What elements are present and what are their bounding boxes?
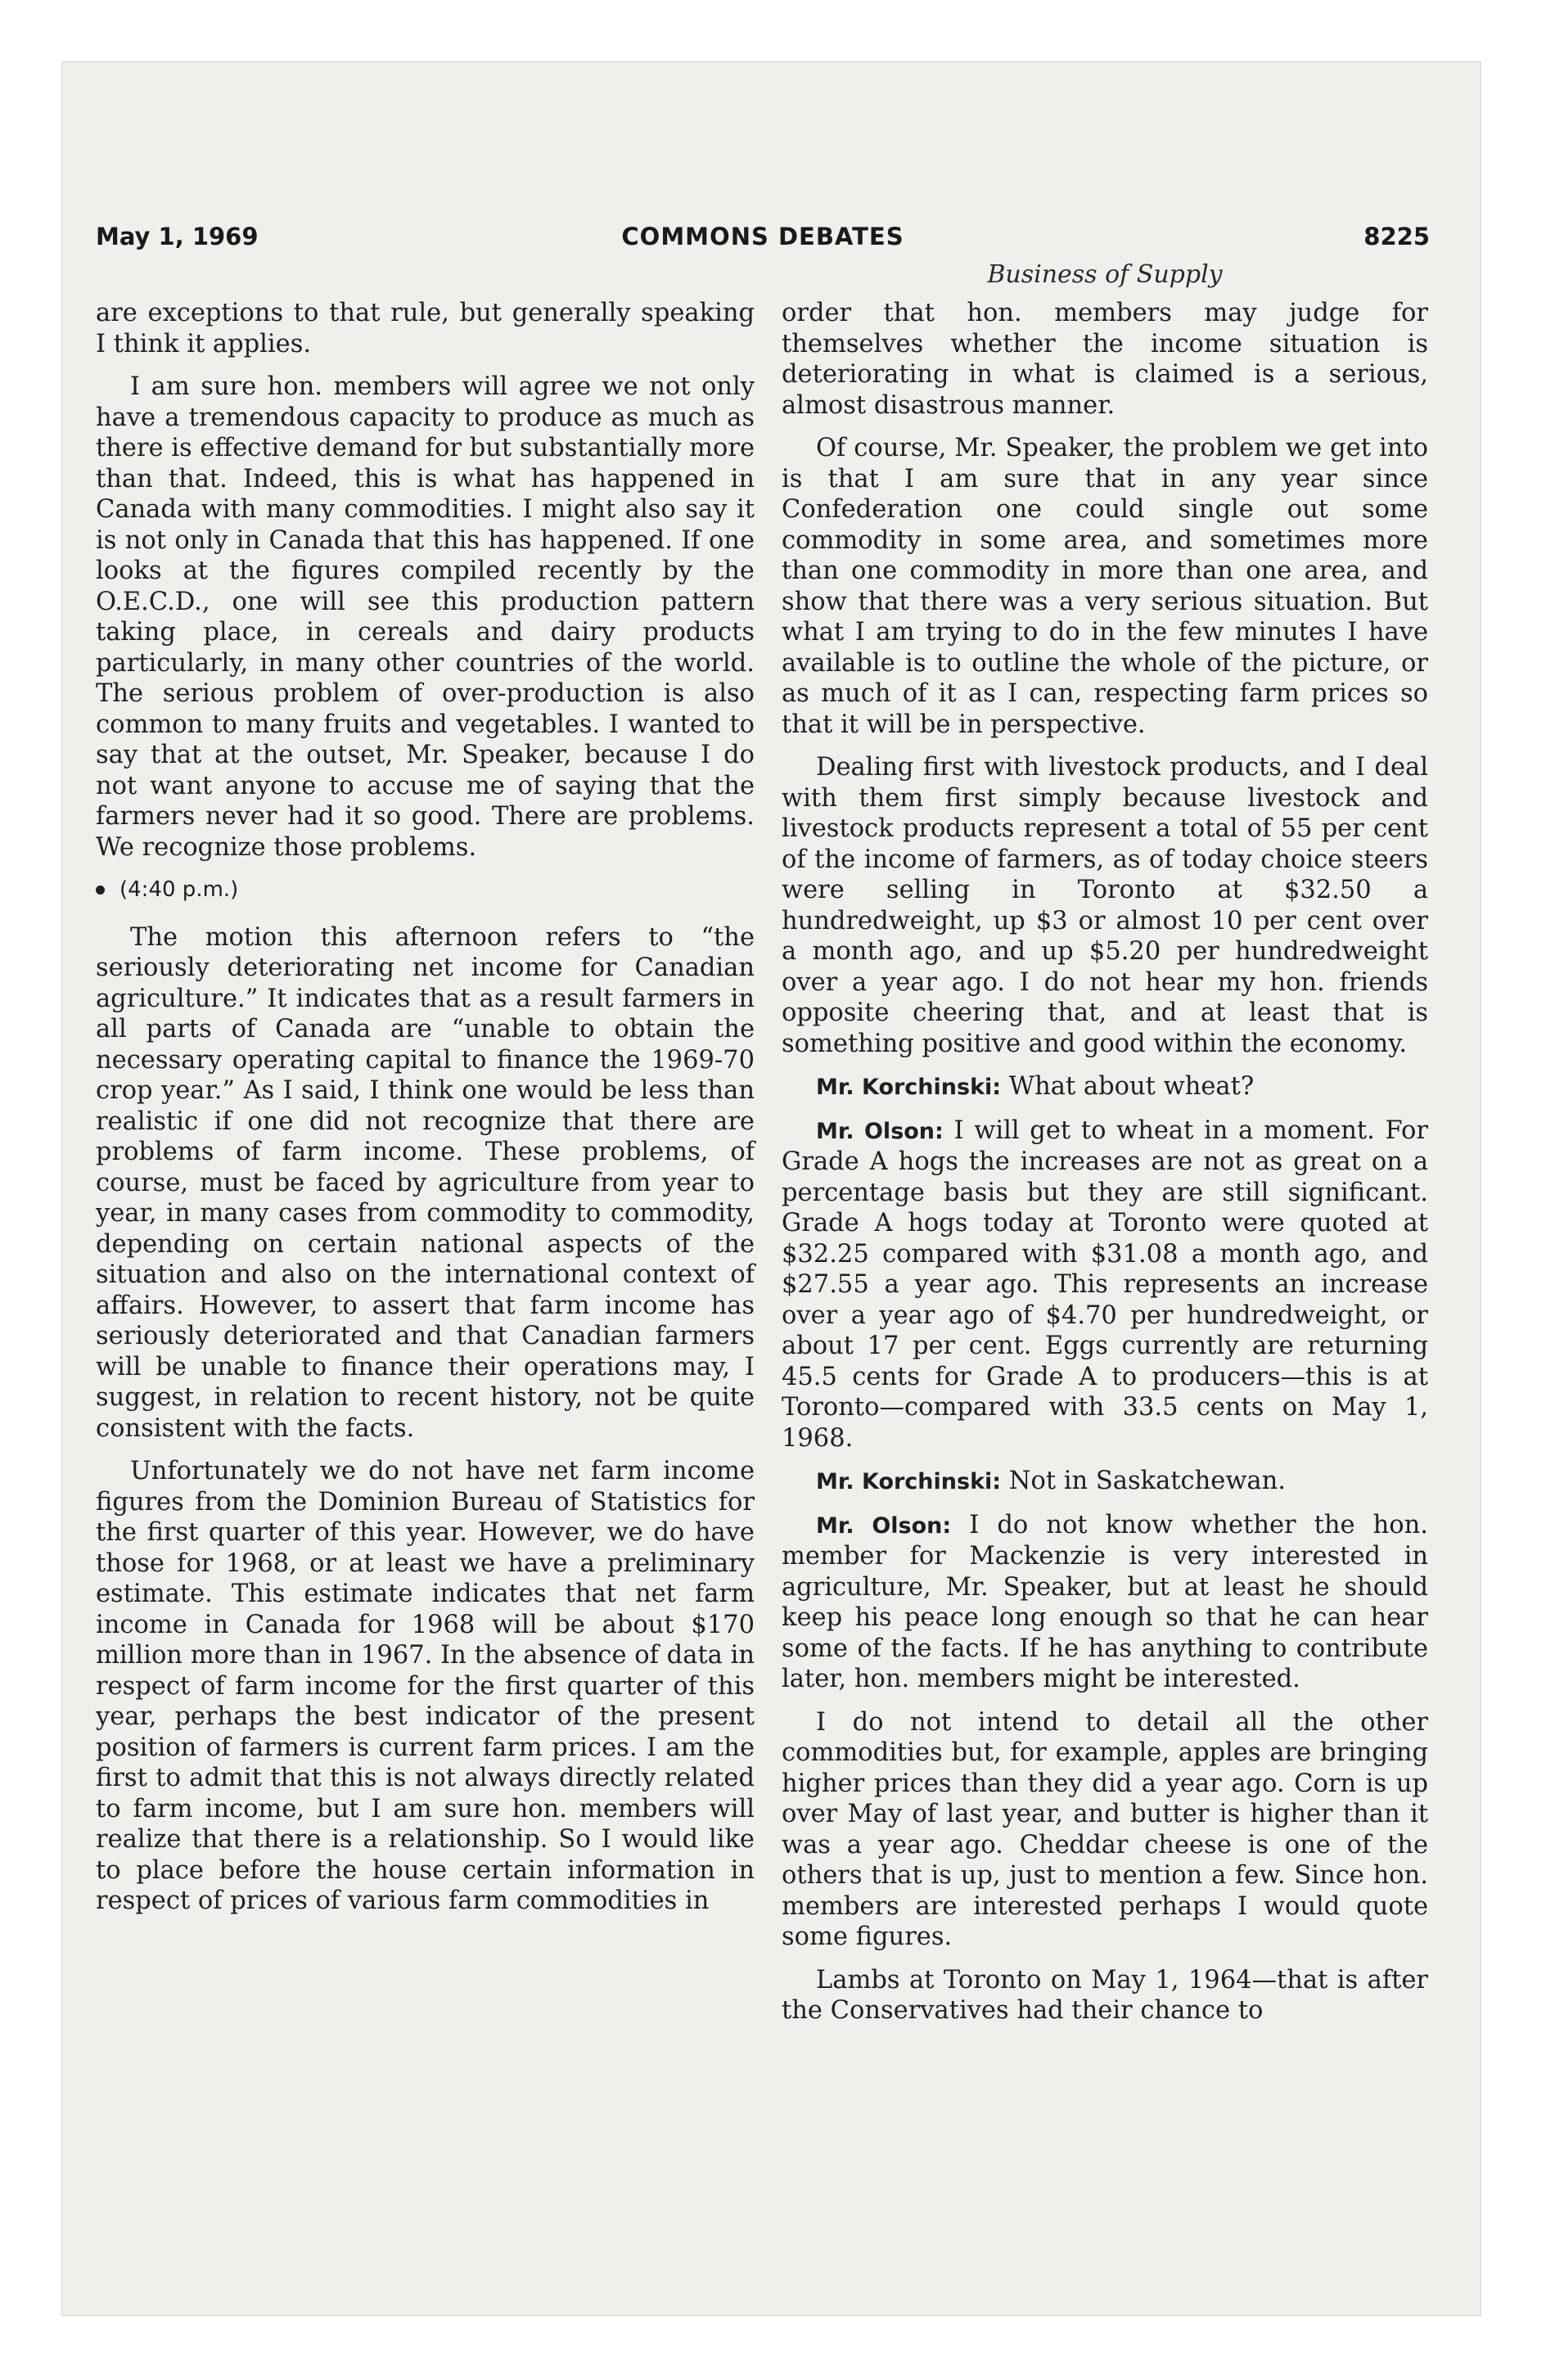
speech-text: I do not know whether the hon. member for Mackenzie is very interested in agriculture, Mr. Speaker, but at least he should keep his peace long enough so that he can hear some of the facts. If he has anything to contribute later, hon. members might be interested. (782, 1510, 1428, 1693)
left-paragraph-2: I am sure hon. members will agree we not only have a tremendous capacity to produce as much as there is effective demand for but substantially more than that. Indeed, this is what has happened in Canada with many commodities. I might also say it is not only in Canada that this has happened. If one looks at the figures compiled recently by the O.E.C.D., one will see this production pattern taking place, in cereals and dairy products particularly, in many other countries of the world. The serious problem of over-production is also common to many fruits and vegetables. I wanted to say that at the outset, Mr. Speaker, because I do not want anyone to accuse me of saying that the farmers never had it so good. There are problems. We recognize those problems. (96, 372, 755, 862)
speech-korchinski-2 (782, 1466, 1428, 1498)
speaker-name: Mr. Korchinski: (816, 1469, 1002, 1494)
time-marker-text: (4:40 p.m.) (119, 877, 239, 902)
speech-text: I will get to wheat in a moment. For Grade A hogs the increases are not as great on a percentage basis but they are still significant. Grade A hogs today at Toronto were quoted at $32.25 compared with $31.08 a month ago, and $27.55 a year ago. This represents an increase over a year ago of $4.70 per hundredweight, or about 17 per cent. Eggs currently are returning 45.5 cents for Grade A to producers—this is at Toronto—compared with 33.5 cents on May 1, 1968. (782, 1116, 1428, 1453)
header-page-number: 8225 (1363, 223, 1430, 250)
right-column (782, 298, 1428, 2039)
header-journal-title: COMMONS DEBATES (621, 223, 904, 250)
left-paragraph-3: The motion this afternoon refers to “the seriously deteriorating net income for Canadian agriculture.” It indicates that as a result farmers in all parts of Canada are “unable to obtain the necessary operating capital to finance the 1969-70 crop year.” As I said, I think one would be less than realistic if one did not recognize that there are problems of farm income. These problems, of course, must be faced by agriculture from year to year, in many cases from commodity to commodity, depending on certain national aspects of the situation and also on the international context of affairs. However, to assert that farm income has seriously deteriorated and that Canadian farmers will be unable to finance their operations may, I suggest, in relation to recent history, not be quite consistent with the facts. (96, 922, 755, 1443)
header-date: May 1, 1969 (96, 223, 259, 250)
right-paragraph-1: order that hon. members may judge for themselves whether the income situation is deteriorating in what is claimed is a serious, almost disastrous manner. (782, 299, 1428, 420)
speaker-name: Mr. Korchinski: (816, 1075, 1002, 1100)
speech-olson-1 (782, 1116, 1428, 1454)
bullet-icon (96, 886, 105, 895)
left-paragraph-4: Unfortunately we do not have net farm income figures from the Dominion Bureau of Statistics for the first quarter of this year. However, we do have those for 1968, or at least we have a preliminary estimate. This estimate indicates that net farm income in Canada for 1968 will be about $170 million more than in 1967. In the absence of data in respect of farm income for the first quarter of this year, perhaps the best indicator of the present position of farmers is current farm prices. I am the first to admit that this is not always directly related to farm income, but I am sure hon. members will realize that there is a relationship. So I would like to place before the house certain information in respect of prices of various farm commodities in (96, 1457, 755, 1915)
speech-korchinski-1 (782, 1071, 1428, 1103)
time-marker (96, 875, 755, 906)
right-paragraph-2: Of course, Mr. Speaker, the problem we get into is that I am sure that in any year since Confederation one could single out some commodity in some area, and sometimes more than one commodity in more than one area, and show that there was a very serious situation. But what I am trying to do in the few minutes I have available is to outline the whole of the picture, or as much of it as I can, respecting farm prices so that it will be in perspective. (782, 434, 1428, 739)
left-paragraph-1: are exceptions to that rule, but generally speaking I think it applies. (96, 299, 755, 358)
left-column (96, 298, 755, 1929)
speech-text: Not in Saskatchewan. (1008, 1467, 1286, 1495)
speech-text: What about wheat? (1008, 1072, 1255, 1101)
right-paragraph-5: Lambs at Toronto on May 1, 1964—that is after the Conservatives had their chance to (782, 1965, 1428, 2025)
right-paragraph-4: I do not intend to detail all the other commodities but, for example, apples are bringing higher prices than they did a year ago. Corn is up over May of last year, and butter is higher than it was a year ago. Cheddar cheese is one of the others that is up, just to mention a few. Since hon. members are interested perhaps I would quote some figures. (782, 1707, 1428, 1951)
page-header (96, 223, 1430, 255)
speech-olson-2 (782, 1510, 1428, 1695)
right-paragraph-3: Dealing first with livestock products, and I deal with them first simply because livestock and livestock products represent a total of 55 per cent of the income of farmers, as of today choice steers were selling in Toronto at $32.50 a hundredweight, up $3 or almost 10 per cent over a month ago, and up $5.20 per hundredweight over a year ago. I do not hear my hon. friends opposite cheering that, and at least that is something positive and good within the economy. (782, 753, 1428, 1058)
speaker-name: Mr. Olson: (816, 1512, 952, 1539)
speaker-name: Mr. Olson: (816, 1118, 944, 1144)
running-head: Business of Supply (987, 260, 1223, 289)
